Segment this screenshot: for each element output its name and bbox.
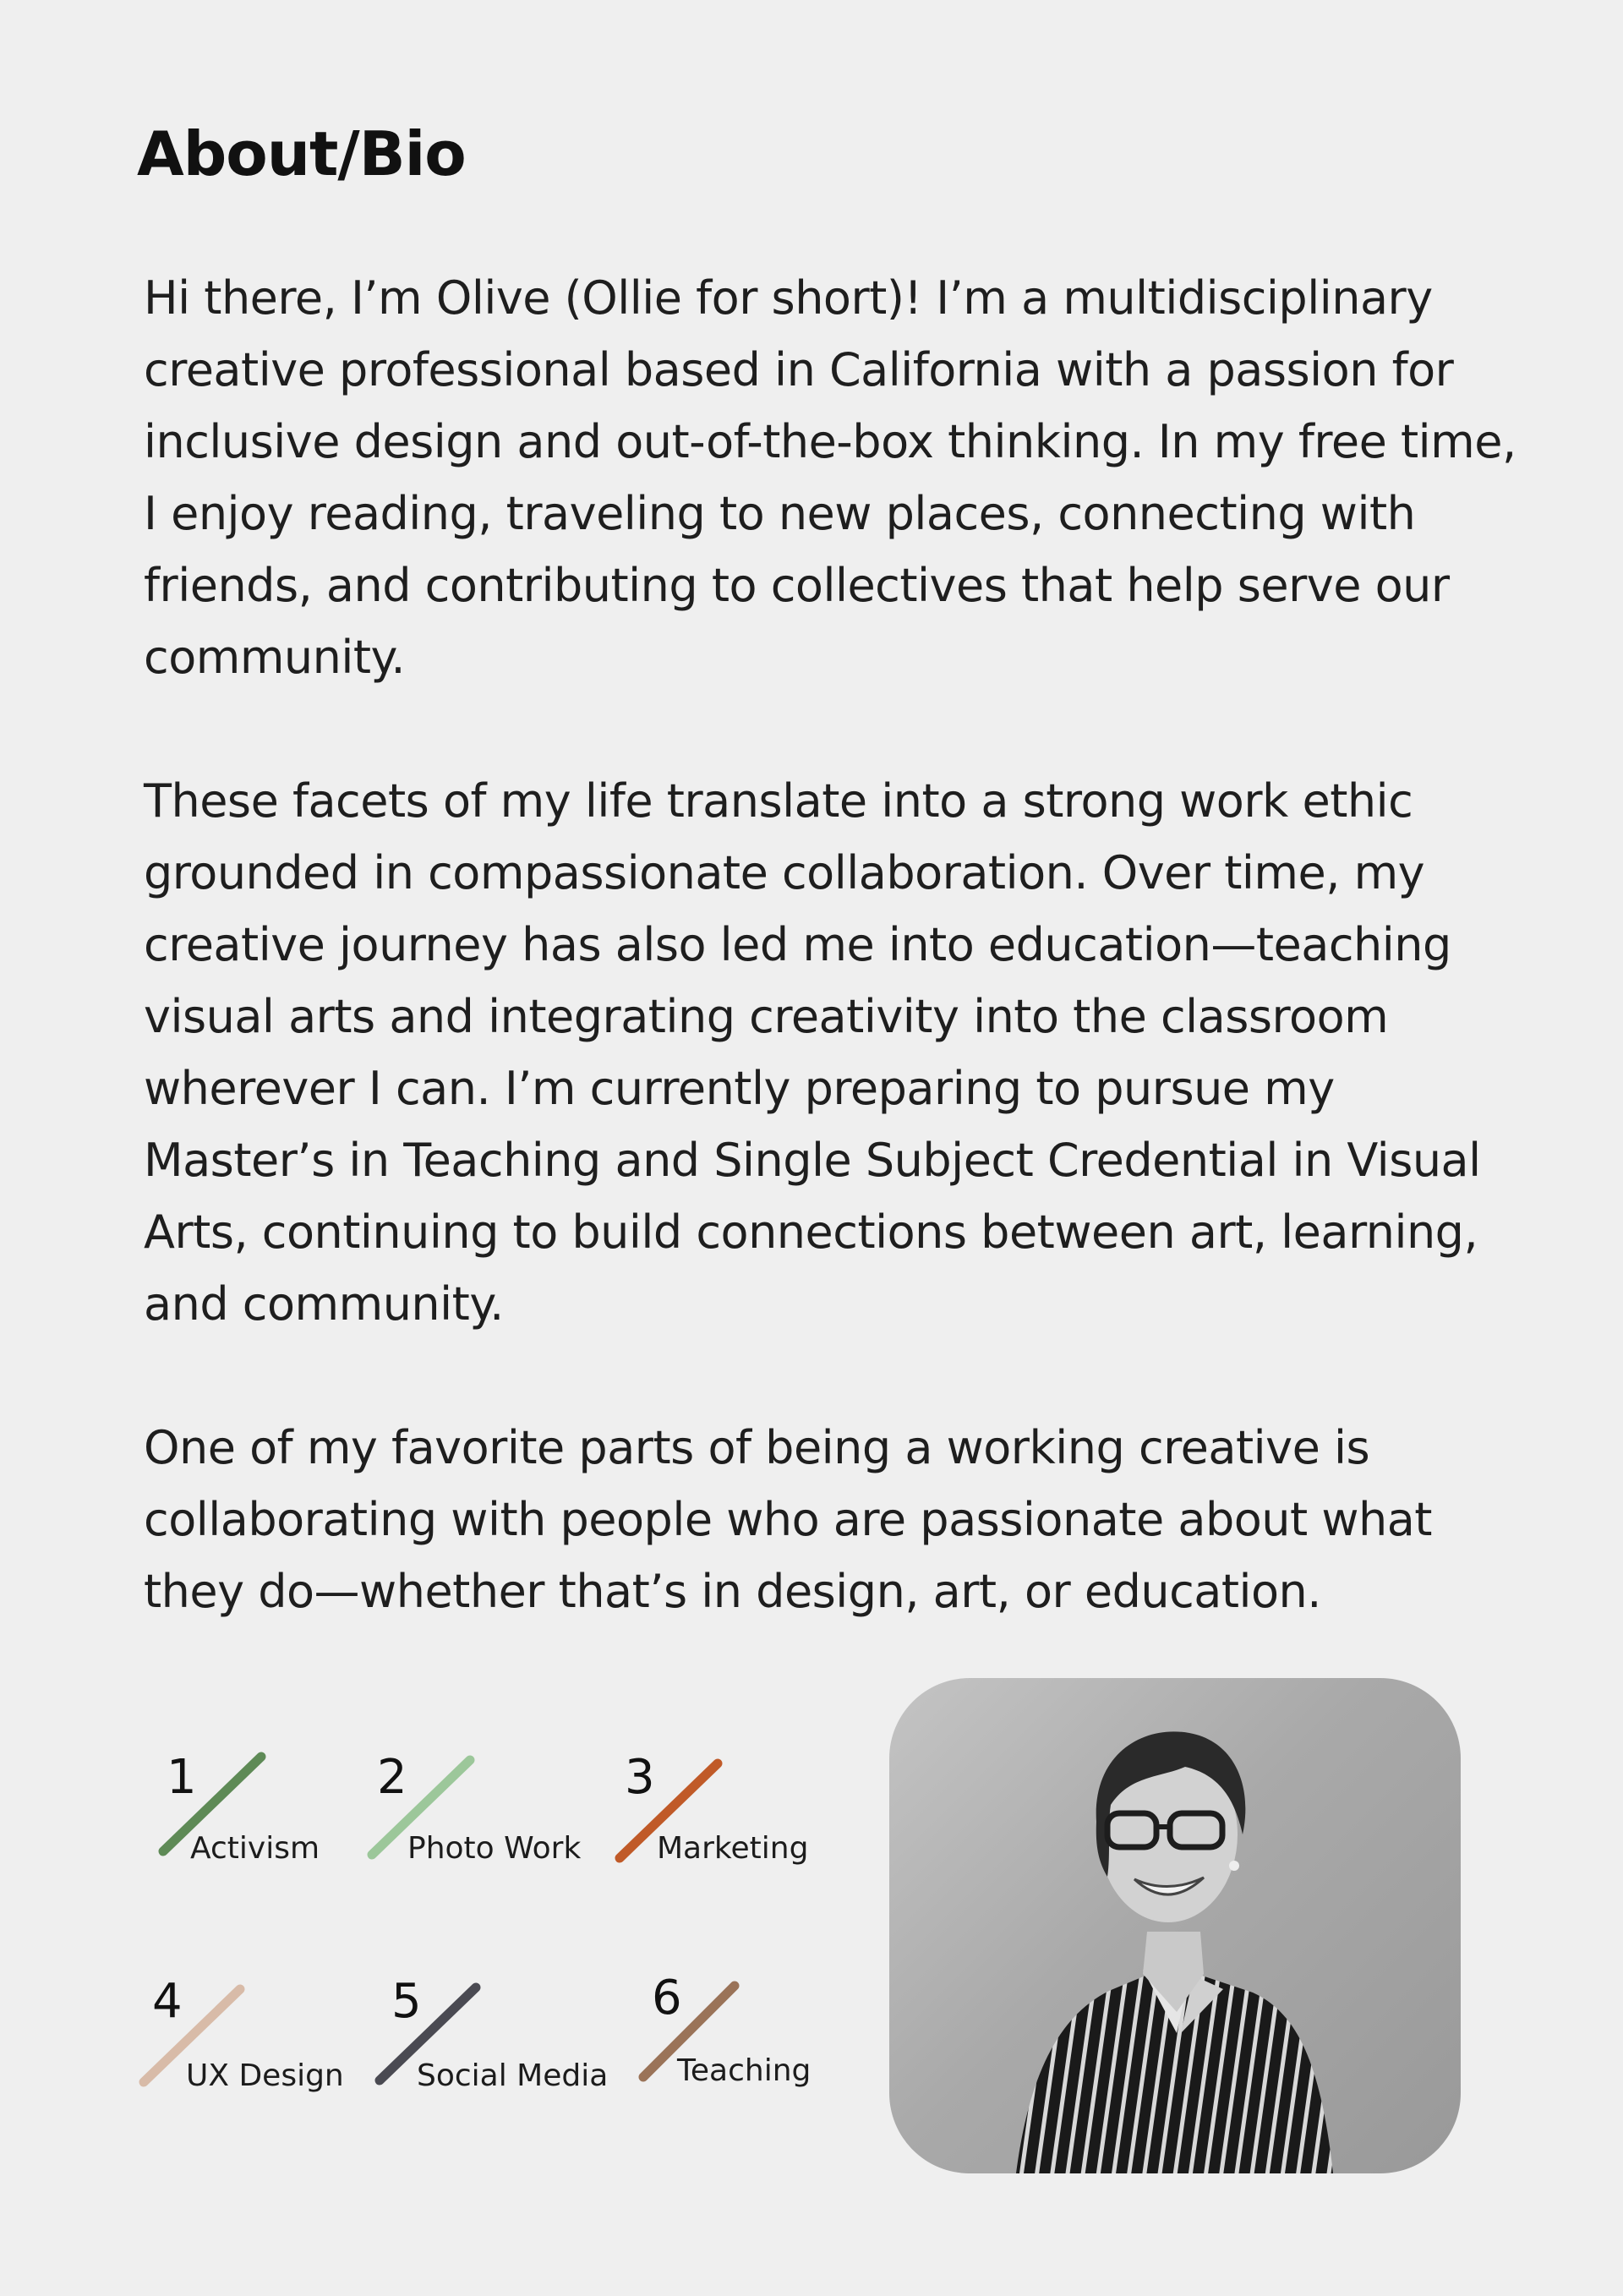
skill-item-photo-work xyxy=(363,1750,600,1885)
skill-number: 3 xyxy=(625,1750,655,1805)
bio-text xyxy=(144,262,1530,1699)
skill-number: 2 xyxy=(377,1750,407,1805)
portrait-illustration xyxy=(889,1678,1461,2173)
bio-paragraph-1: Hi there, I’m Olive (Ollie for short)! I’m a multidisciplinary creative professional based in California with a passion for inclusive design and out-of-the-box thinking. In my free time, I enjoy reading, traveling to new places, connecting with friends, and contributing to collectives that help serve our community. xyxy=(144,271,1516,684)
skill-number: 4 xyxy=(152,1974,183,2029)
skill-number: 6 xyxy=(652,1971,682,2025)
skill-number: 1 xyxy=(167,1750,197,1805)
skill-number: 5 xyxy=(391,1974,422,2029)
skill-item-activism xyxy=(156,1750,393,1885)
bio-paragraph-3: One of my favorite parts of being a working creative is collaborating with people who are passionate about what they do—whether that’s in design, art, or education. xyxy=(144,1421,1432,1618)
bio-paragraph-2: These facets of my life translate into a strong work ethic grounded in compassionate collaboration. Over time, my creative journey has also led me into education—teaching visual arts and integrating creativity into the classroom wherever I can. I’m currently preparing to pursue my Master’s in Teaching and Single Subject Credential in Visual Arts, continuing to build connections between art, learning, and community. xyxy=(144,774,1481,1331)
skill-label: Photo Work xyxy=(407,1831,582,1866)
skill-label: Teaching xyxy=(677,2053,812,2088)
portrait-photo xyxy=(889,1678,1461,2173)
skill-item-teaching xyxy=(638,1971,875,2109)
skill-item-ux-design xyxy=(142,1974,379,2109)
skill-label: Marketing xyxy=(657,1831,809,1866)
page-title: About/Bio xyxy=(137,118,466,189)
skill-label: UX Design xyxy=(186,2058,344,2093)
skill-label: Social Media xyxy=(417,2058,609,2093)
skill-slash-icon xyxy=(638,1974,807,2109)
skill-item-marketing xyxy=(613,1750,850,1885)
skill-item-social-media xyxy=(376,1974,613,2109)
skill-label: Activism xyxy=(190,1831,320,1866)
